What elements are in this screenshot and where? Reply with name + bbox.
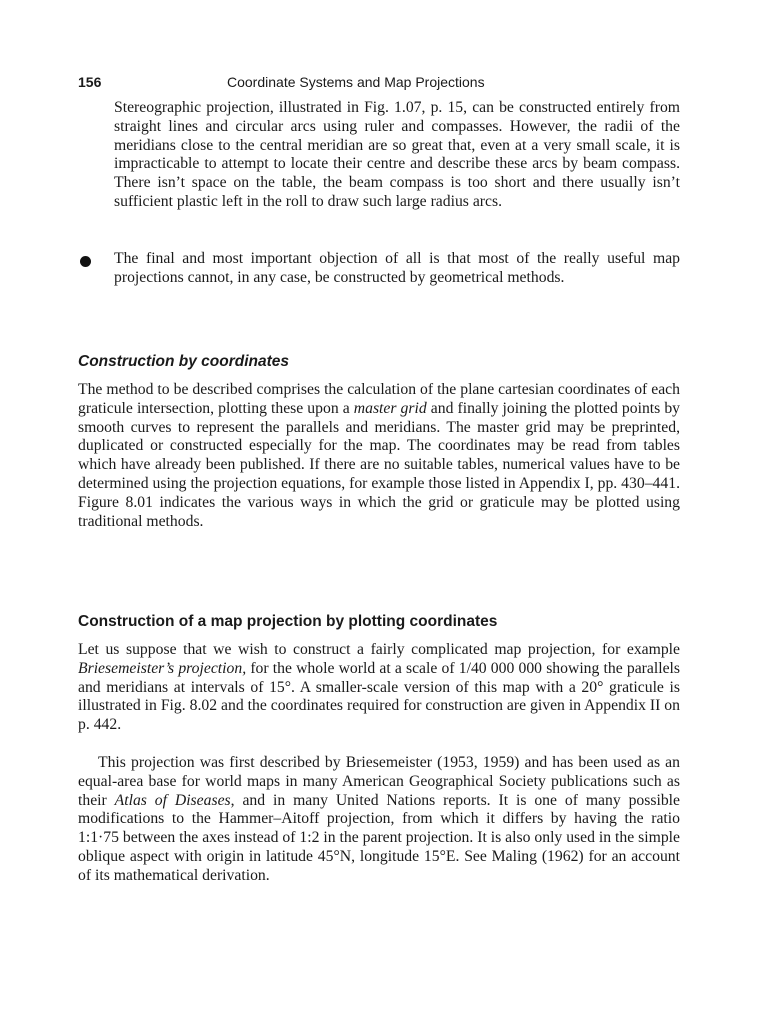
term-atlas-of-diseases: Atlas of Diseases (114, 791, 231, 809)
section-heading-construction-by-coordinates: Construction by coordinates (78, 353, 289, 370)
term-master-grid: master grid (353, 399, 427, 417)
paragraph-text: The method to be described comprises the calculation of the plane cartesian coordinates of each graticule intersection, plotting these upon a (78, 381, 680, 417)
paragraph-briesemeister-history (78, 754, 680, 886)
paragraph-briesemeister-intro (78, 641, 680, 735)
bullet-continued-text: Stereographic projection, illustrated in Fig. 1.07, p. 15, can be constructed entirely from straight lines and circular arcs using ruler and compasses. However, the radii of the meridians close to the central meridian are so great that, even at a very small scale, it is impracticable to attempt to locate their centre and describe these arcs by beam compass. There isn’t space on the table, the beam compass is too short and there usually isn’t sufficient plastic left in the roll to draw such large radius arcs. (114, 99, 680, 210)
paragraph-text: for the whole world at a scale of 1/40 000 000 showing the parallels and meridians at intervals of 15°. A smaller-scale version of this map with a 20° graticule is illustrated in Fig. 8.02 and the coordinates required for construction are given in Appendix II on p. 442. (78, 659, 680, 734)
section-heading-plotting-coordinates: Construction of a map projection by plotting coordinates (78, 613, 498, 630)
bullet-point-icon (80, 256, 91, 267)
paragraph-text: , and in many United Nations reports. It is one of many possible modifications to the Hammer–Aitoff projection, from which it differs by having the ratio 1:1·75 between the axes instead of 1:2 in the parent projection. It is also only used in the simple oblique aspect with origin in latitude 45°N, longitude 15°E. See Maling (1962) for an account of its mathematical derivation. (78, 791, 680, 884)
page-number: 156 (78, 74, 102, 90)
term-briesemeister-projection: Briesemeister’s projection, (78, 659, 247, 677)
paragraph-text: This projection was first described by Briesemeister (1953, 1959) and has been used as an equal-area base for world maps in many American Geographical Society publications such as their (78, 754, 680, 809)
running-head (78, 74, 678, 94)
paragraph-master-grid (78, 381, 680, 531)
running-title: Coordinate Systems and Map Projections (227, 74, 485, 90)
paragraph-text: and finally joining the plotted points by smooth curves to represent the parallels and meridians. The master grid may be preprinted, duplicated or constructed especially for the map. The coordinates may be read from tables which have already been published. If there are no suitable tables, numerical values have to be determined using the projection equations, for example those listed in Appendix I, pp. 430–441. Figure 8.01 indicates the various ways in which the grid or graticule may be plotted using traditional methods. (78, 399, 681, 530)
bullet-final-objection: The final and most important objection of all is that most of the really useful map projections cannot, in any case, be constructed by geometrical methods. (114, 250, 680, 286)
paragraph-text: Let us suppose that we wish to construct a fairly complicated map projection, for example (78, 641, 680, 658)
